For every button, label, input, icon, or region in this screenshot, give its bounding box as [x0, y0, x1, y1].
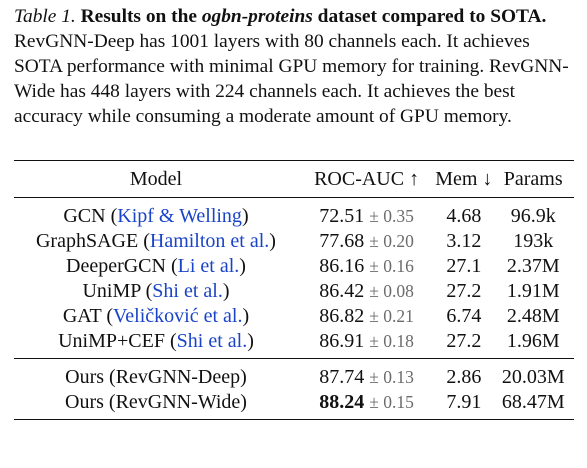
table-row — [14, 229, 574, 254]
table-caption — [14, 4, 574, 129]
citation-link[interactable]: Hamilton et al. — [149, 230, 270, 252]
table-row-ours — [14, 359, 574, 391]
params-value: 193k — [513, 230, 554, 252]
table-row-ours — [14, 390, 574, 420]
mem-value: 27.2 — [446, 280, 482, 302]
header-roc-auc: ROC-AUC ↑ — [314, 167, 420, 190]
mem-value: 6.74 — [446, 305, 482, 327]
citation-link[interactable]: Kipf & Welling — [117, 205, 242, 227]
params-value: 2.37M — [506, 255, 560, 277]
mem-value: 3.12 — [446, 230, 482, 252]
model-cell: GraphSAGE (Hamilton et al.) — [35, 230, 276, 252]
header-model: Model — [129, 167, 183, 190]
model-cell: UniMP+CEF (Shi et al.) — [58, 330, 254, 352]
caption-body: RevGNN-Deep has 1001 layers with 80 channels each. It achieves SOTA performance with minimal GPU memory for training. RevGNN-Wide has 448 layers with 224 channels each. It achieves the best accuracy while consuming a moderate amount of GPU memory. — [14, 31, 569, 127]
table-row — [14, 198, 574, 230]
roc-std: ± 0.08 — [369, 281, 414, 301]
roc-cell — [298, 359, 435, 391]
model-name: GCN — [63, 205, 106, 227]
model-name: Ours (RevGNN-Deep) — [65, 366, 247, 388]
roc-std: ± 0.15 — [369, 392, 414, 412]
mem-value: 27.1 — [446, 255, 482, 277]
params-value: 68.47M — [501, 391, 565, 413]
roc-value: 86.42 — [319, 280, 365, 302]
roc-std: ± 0.21 — [369, 306, 414, 326]
roc-value: 86.16 — [319, 255, 365, 277]
params-value: 20.03M — [501, 366, 565, 388]
roc-cell — [298, 254, 435, 279]
model-cell: DeeperGCN (Li et al.) — [66, 255, 246, 277]
roc-value-best: 88.24 — [319, 391, 365, 413]
mem-value: 27.2 — [446, 330, 482, 352]
roc-cell — [298, 198, 435, 230]
model-name: GAT — [62, 305, 102, 327]
model-name: UniMP — [82, 280, 141, 302]
caption-label: Table 1. — [14, 6, 76, 27]
roc-std: ± 0.18 — [369, 331, 414, 351]
model-name: Ours (RevGNN-Wide) — [65, 391, 247, 413]
citation-link[interactable]: Veličković et al. — [113, 305, 243, 327]
table-row — [14, 329, 574, 359]
roc-cell — [298, 304, 435, 329]
params-value: 2.48M — [506, 305, 560, 327]
results-table — [14, 160, 574, 420]
table-row — [14, 304, 574, 329]
model-name: DeeperGCN — [66, 255, 166, 277]
roc-value: 87.74 — [319, 366, 365, 388]
caption-title-dataset: ogbn-proteins — [201, 6, 313, 27]
mem-value-best: 2.86 — [446, 366, 482, 388]
roc-cell — [298, 329, 435, 359]
mem-value: 4.68 — [446, 205, 482, 227]
roc-cell — [298, 279, 435, 304]
roc-std: ± 0.13 — [369, 367, 414, 387]
roc-std: ± 0.35 — [369, 206, 414, 226]
header-params: Params — [503, 167, 563, 190]
params-value: 1.96M — [506, 330, 560, 352]
roc-value: 86.82 — [319, 305, 365, 327]
roc-value: 86.91 — [319, 330, 365, 352]
params-value: 1.91M — [506, 280, 560, 302]
mem-value: 7.91 — [446, 391, 482, 413]
caption-title-post: dataset compared to SOTA. — [312, 6, 547, 27]
table-row — [14, 279, 574, 304]
roc-cell — [298, 390, 435, 420]
params-value: 96.9k — [510, 205, 556, 227]
citation-link[interactable]: Shi et al. — [176, 330, 248, 352]
model-name: UniMP+CEF — [58, 330, 165, 352]
roc-std: ± 0.20 — [369, 231, 414, 251]
roc-value: 77.68 — [319, 230, 365, 252]
citation-link[interactable]: Li et al. — [177, 255, 240, 277]
model-name: GraphSAGE — [35, 230, 139, 252]
model-cell: GCN (Kipf & Welling) — [63, 205, 249, 227]
roc-std: ± 0.16 — [369, 256, 414, 276]
caption-title-pre: Results on the — [80, 6, 202, 27]
header-mem: Mem ↓ — [435, 167, 493, 190]
roc-value: 72.51 — [319, 205, 365, 227]
header-row — [14, 161, 574, 198]
model-cell: GAT (Veličković et al.) — [62, 305, 250, 327]
citation-link[interactable]: Shi et al. — [152, 280, 223, 302]
model-cell: UniMP (Shi et al.) — [82, 280, 230, 302]
roc-cell — [298, 229, 435, 254]
table-row — [14, 254, 574, 279]
